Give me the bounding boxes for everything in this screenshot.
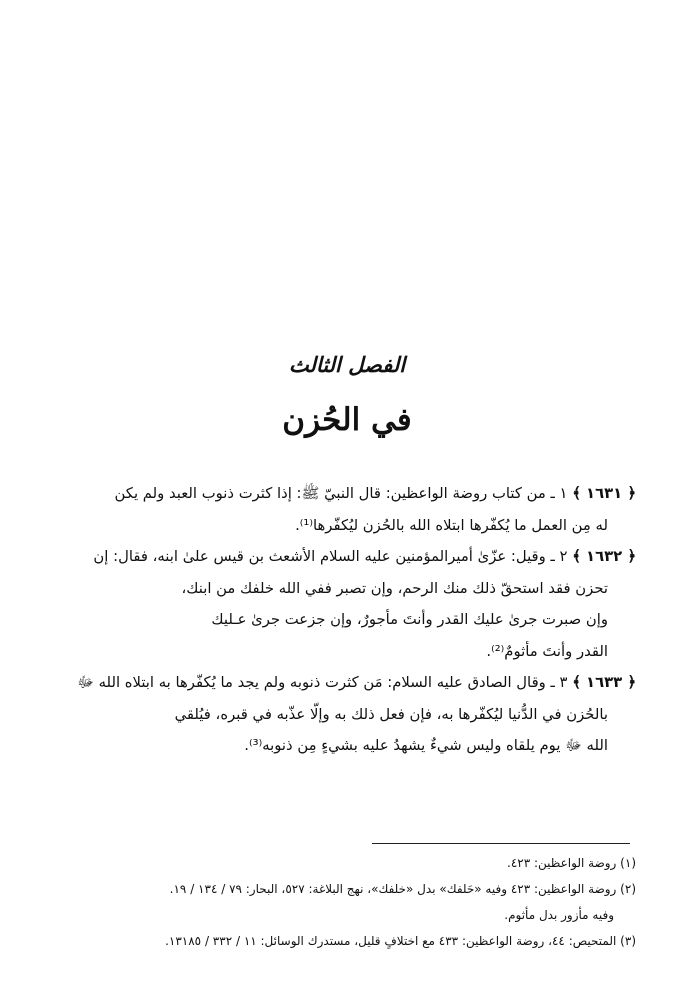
hadith-line: وإن صبرت جرىٰ عليك القدر وأنتَ مأجورٌ، وإن جزعت جرىٰ عـليك: [211, 611, 608, 628]
hadith-paragraph: [58, 478, 636, 510]
hadith-paragraph-continuation: [58, 573, 636, 605]
hadith-line: القدر وأنتَ مأثومٌ⁽²⁾.: [486, 642, 608, 660]
footnote: (١) روضة الواعظين: ٤٢٣.: [507, 856, 636, 870]
hadith-paragraph-continuation: [58, 510, 636, 542]
hadith-list: [58, 478, 636, 762]
footnote-divider: [372, 843, 630, 844]
hadith-line: الله ﷻ يوم يلقاه وليس شيءٌ يشهدُ عليه بشيءٍ مِن ذنوبه⁽³⁾.: [244, 737, 608, 754]
hadith-paragraph: [58, 541, 636, 573]
footnote: (٢) روضة الواعظين: ٤٢٣ وفيه «حَلفك» بدل «خلفك»، نهج البلاغة: ٥٢٧، البحار: ٧٩ / ١٣٤ / ١٩.: [169, 882, 636, 896]
hadith-line: بالحُزن في الدُّنيا ليُكفّرها به، فإن فعل ذلك به وإلّا عذّبه في قبره، فيُلقي: [174, 705, 608, 723]
hadith-line: ٢ ـ وقيل: عزّىٰ أميرالمؤمنين عليه السلام الأشعث بن قيس علىٰ ابنه، فقال: إن: [93, 548, 568, 565]
hadith-paragraph-continuation: [58, 730, 636, 762]
hadith-line: له مِن العمل ما يُكفّرها ابتلاه الله بالحُزن ليُكفّرها⁽¹⁾.: [295, 516, 608, 534]
hadith-paragraph-continuation: [58, 699, 636, 731]
footnote: (٣) المتحيص: ٤٤، روضة الواعظين: ٤٣٣ مع اختلافٍ قليل، مستدرك الوسائل: ١١ / ٣٣٢ / ١٣١٨٥.: [165, 934, 636, 948]
hadith-line: تحزن فقد استحقّ ذلك منك الرحم، وإن تصبر ففي الله خلفك من ابنك،: [181, 579, 608, 597]
footnote-continuation: وفيه مأزور بدل مأثوم.: [504, 908, 614, 922]
hadith-number: ﴿ ١٦٣٣ ﴾: [572, 674, 636, 691]
hadith-line: ٣ ـ وقال الصادق عليه السلام: مَن كثرت ذنوبه ولم يجد ما يُكفّرها به ابتلاه الله ﷻ: [77, 674, 568, 691]
hadith-number: ﴿ ١٦٣٢ ﴾: [572, 548, 636, 565]
footnotes: [58, 850, 636, 954]
hadith-paragraph: [58, 667, 636, 699]
hadith-number: ﴿ ١٦٣١ ﴾: [572, 485, 636, 502]
chapter-subtitle: في الحُزن: [282, 402, 412, 438]
hadith-paragraph-continuation: [58, 604, 636, 636]
hadith-paragraph-continuation: [58, 636, 636, 668]
chapter-title: الفصل الثالث: [288, 352, 406, 377]
hadith-line: ١ ـ من كتاب روضة الواعظين: قال النبيّ ﷺ: إذا كثرت ذنوب العبد ولم يكن: [114, 485, 568, 502]
